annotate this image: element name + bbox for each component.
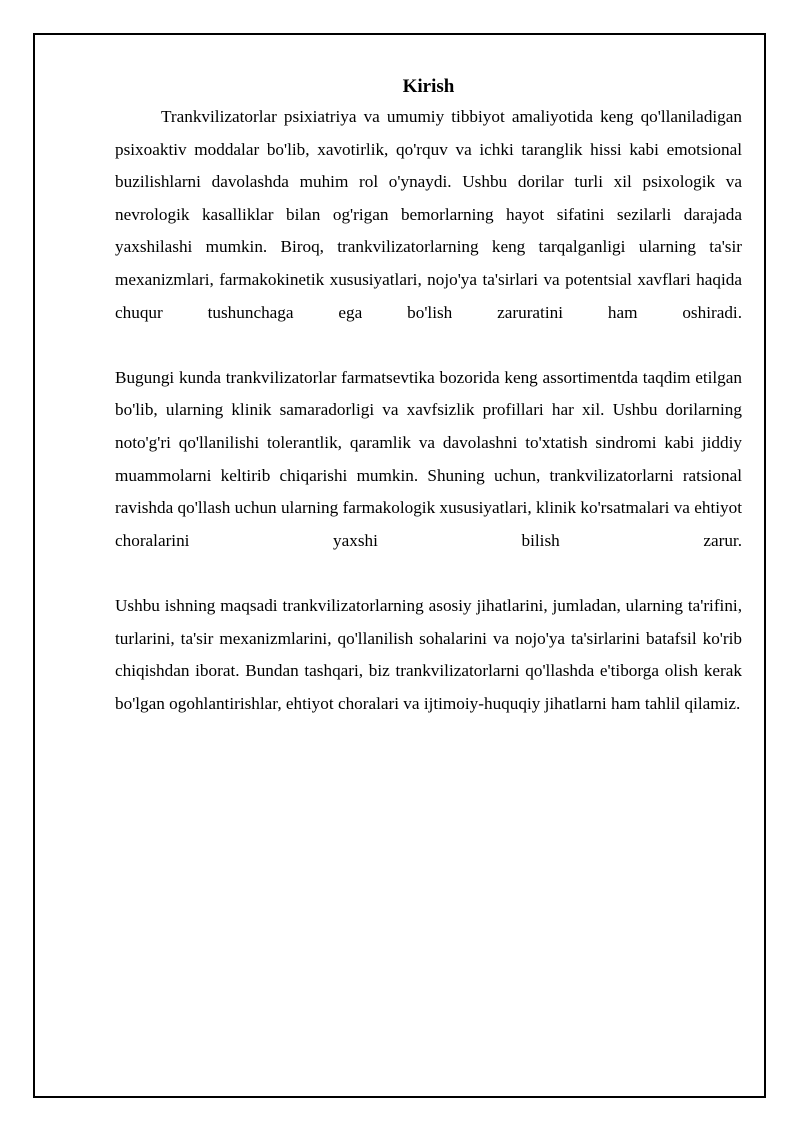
document-title: Kirish xyxy=(402,76,455,97)
paragraph-intro: Trankvilizatorlar psixiatriya va umumiy tibbiyot amaliyotida keng qo'llaniladigan psixoaktiv moddalar bo'lib, xavotirlik, qo'rquv va ichki taranglik hissi kabi emotsional buzilishlarni davolashda muhim rol o'ynaydi. Ushbu dorilar turli xil psixologik va nevrologik kasalliklar bilan og'rigan bemorlarning hayot sifatini sezilarli darajada yaxshilashi mumkin. Biroq, trankvilizatorlarning keng tarqalganligi ularning ta'sir mexanizmlari, farmakokinetik xususiyatlari, nojo'ya ta'sirlari va potentsial xavflari haqida chuqur tushunchaga ega bo'lish zaruratini ham oshiradi. xyxy=(115,107,742,322)
document-body xyxy=(115,74,742,720)
paragraph-purpose: Ushbu ishning maqsadi trankvilizatorlarning asosiy jihatlarini, jumladan, ularning ta'rifini, turlarini, ta'sir mexanizmlarini, qo'llanilish sohalarini va nojo'ya ta'sirlarini batafsil ko'rib chiqishdan iborat. Bundan tashqari, biz trankvilizatorlarni qo'llashda e'tiborga olish kerak bo'lgan ogohlantirishlar, ehtiyot choralari va ijtimoiy-huquqiy jihatlarni ham tahlil qilamiz. xyxy=(115,595,742,713)
paragraph-spacer xyxy=(115,557,742,590)
paragraph-spacer xyxy=(115,329,742,362)
paragraph-market: Bugungi kunda trankvilizatorlar farmatsevtika bozorida keng assortimentda taqdim etilgan bo'lib, ularning klinik samaradorligi va xavfsizlik profillari har xil. Ushbu dorilarning noto'g'ri qo'llanilishi tolerantlik, qaramlik va davolashni to'xtatish sindromi kabi jiddiy muammolarni keltirib chiqarishi mumkin. Shuning uchun, trankvilizatorlarni ratsional ravishda qo'llash uchun ularning farmakologik xususiyatlari, klinik ko'rsatmalari va ehtiyot choralarini yaxshi bilish zarur. xyxy=(115,367,742,550)
